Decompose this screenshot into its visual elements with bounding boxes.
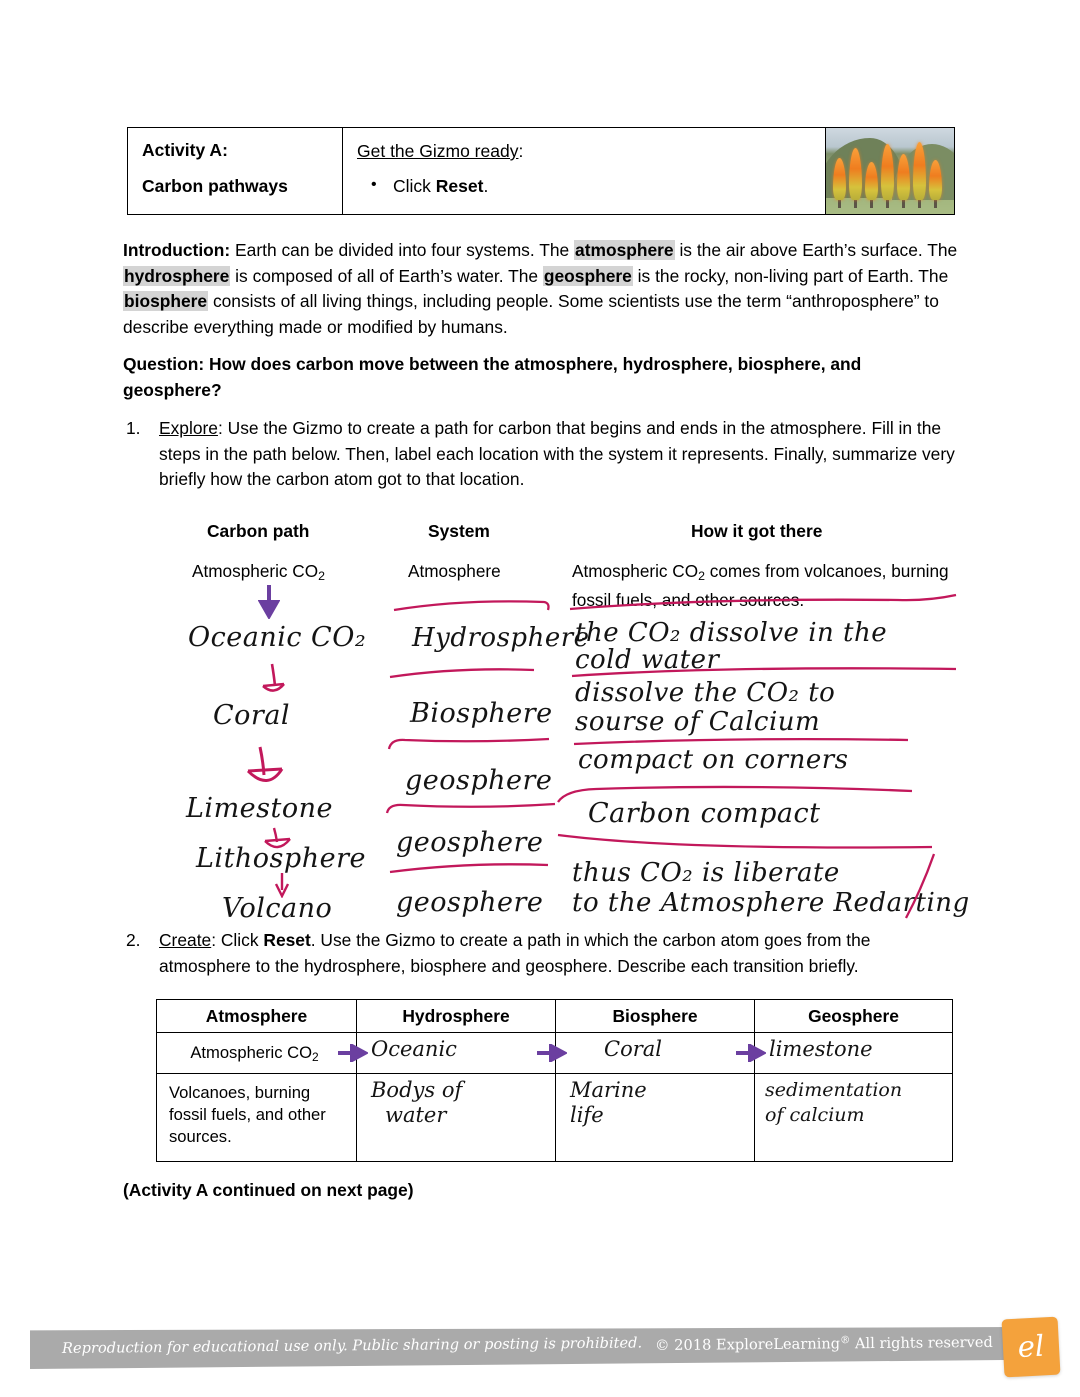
item-1-body: : Use the Gizmo to create a path for carbon that begins and ends in the atmosphere. Fill in the steps in the path below. Then, label each location with the system it represents. Finally, summarize very briefly how the carbon atom got to that location. [159,418,955,489]
logo-text: el [1016,1328,1046,1364]
pink-underline-system-4 [388,858,553,876]
handwriting-carbon-path-1: Oceanic CO₂ [188,622,367,653]
bullet-text-post: . [483,176,489,196]
column-header-system: System [428,521,490,541]
handwriting-life: life [570,1103,604,1127]
handwriting-how-1b: cold water [575,645,720,675]
registered-trademark-icon: ® [840,1335,851,1347]
item-2-body-b: . Use the Gizmo to create a path in which the carbon atom goes from the atmosphere to the hydrosphere, biosphere and geosphere. Describe each transition briefly. [159,930,871,976]
get-gizmo-ready-heading [357,141,815,162]
item-2-number: 2. [126,930,141,950]
systems-header-geosphere: Geosphere [755,1000,953,1033]
atmosphere-sources-text: Volcanoes, burning fossil fuels, and other sources. [169,1083,326,1146]
item-2-body-a: : Click [211,930,264,950]
cell-atmosphere-sources [157,1074,357,1162]
explorelearning-logo [1002,1317,1061,1378]
handwriting-how-4: Carbon compact [588,798,821,829]
activity-header-table [127,127,955,215]
activity-instructions-cell [343,128,826,215]
pink-underline-how-1 [570,664,960,680]
how-row1-text-a: Atmospheric CO [572,561,699,581]
term-atmosphere: atmosphere [575,240,674,260]
cell-atmosphere-co2 [157,1033,357,1074]
activity-image-cell [826,128,955,215]
how-row1-text-b: comes from volcanoes, [704,561,887,581]
atmospheric-co2-subscript: 2 [312,1049,319,1064]
handwriting-water: water [385,1103,447,1127]
handwriting-system-4: geosphere [396,827,544,858]
create-label: Create [159,930,212,950]
systems-table-header-row [157,1000,953,1033]
handwriting-sedimentation: sedimentation [765,1079,903,1101]
footer-rights-text: All rights reserved [850,1333,993,1353]
instruction-bullet-click-reset [393,176,815,197]
footer-copyright-text: © 2018 ExploreLearning [654,1335,841,1355]
handwriting-carbon-path-5: Volcano [222,893,333,924]
handwriting-coral: Coral [604,1037,662,1061]
handwriting-bodys-of: Bodys of [371,1078,463,1102]
systems-header-atmosphere: Atmosphere [157,1000,357,1033]
pink-underline-how-3 [556,782,916,804]
handwriting-how-2b: sourse of Calcium [575,707,821,737]
introduction-paragraph [123,238,961,340]
handwriting-how-5a: thus CO₂ is liberate [572,858,840,888]
cell-biosphere-note [556,1074,755,1162]
activity-label: Activity A: [142,140,228,160]
handwriting-carbon-path-4: Lithosphere [196,843,366,874]
intro-text-2: is the air above Earth’s surface. The [674,240,958,260]
reset-keyword: Reset [435,176,484,196]
reset-keyword-2: Reset [263,930,311,950]
handwriting-of-calcium: of calcium [765,1104,865,1126]
pink-underline-how-4 [556,830,936,852]
get-gizmo-ready-colon: : [518,141,524,161]
handwriting-carbon-path-2: Coral [213,700,291,731]
item-1-text [159,416,964,493]
handwriting-carbon-path-3: Limestone [186,793,333,824]
carbon-path-row1-printed [192,559,325,588]
pink-underline-system-2 [385,735,555,753]
get-gizmo-ready-underline: Get the Gizmo ready [357,141,519,161]
list-item-2 [126,928,964,979]
cell-hydrosphere-oceanic [357,1033,556,1074]
footer-reproduction-notice: Reproduction for educational use only. Public sharing or posting is prohibited. [61,1334,643,1357]
how-co2-subscript: 2 [698,569,705,584]
handwriting-how-1a: the CO₂ dissolve in the [575,618,888,648]
handwriting-how-3: compact on corners [578,745,849,775]
item-2-text [159,928,964,979]
co2-subscript: 2 [318,569,325,584]
pink-underline-system-3 [385,800,560,818]
cell-geosphere-note [755,1074,953,1162]
handwriting-oceanic: Oceanic [371,1037,457,1061]
systems-header-biosphere: Biosphere [556,1000,755,1033]
handwriting-how-2a: dissolve the CO₂ to [575,678,836,708]
question-paragraph: Question: How does carbon move between the atmosphere, hydrosphere, biosphere, and geosphere? [123,354,862,400]
cell-biosphere-coral [556,1033,755,1074]
activity-title-cell [128,128,343,215]
handwriting-limestone: limestone [769,1037,873,1061]
hand-arrow-down-icon-1 [258,662,294,706]
intro-text-5: consists of all living things, including people. Some scientists use the term “anthroposphere” to describe everything made or modified by humans. [123,291,939,337]
hand-arrow-down-icon-3 [262,827,302,857]
introduction-label: Introduction: [123,240,231,260]
continued-note: (Activity A continued on next page) [123,1180,414,1200]
systems-transition-table [156,999,953,1162]
burning-forest-photo [826,128,954,214]
pink-underline-how-0 [568,592,960,612]
handwriting-how-5b: to the Atmosphere Redarting [572,888,970,918]
cell-hydrosphere-note [357,1074,556,1162]
item-1-number: 1. [126,418,141,438]
carbon-path-row1-label: Atmospheric CO [192,561,319,581]
systems-table-row-1 [157,1033,953,1074]
footer-copyright [655,1334,993,1354]
pink-underline-system-1 [388,665,538,681]
arrow-down-icon [258,585,280,619]
intro-text-3: is composed of all of Earth’s water. The [230,265,543,286]
pink-underline-how-2 [572,734,912,750]
intro-text-4: is the rocky, non-living part of Earth. The [632,265,949,286]
how-row1-line2: burning fossil fuels, and other sources. [572,561,949,611]
atmospheric-co2-label: Atmospheric CO [190,1043,313,1062]
handwriting-system-1: Hydrosphere [412,623,590,653]
activity-subtitle: Carbon pathways [142,175,288,196]
handwriting-system-2: Biosphere [410,698,553,729]
hand-arrow-down-icon-4 [273,872,291,898]
system-row1-printed: Atmosphere [408,561,501,581]
term-hydrosphere: hydrosphere [124,265,230,286]
handwriting-marine: Marine [570,1078,647,1102]
term-biosphere: biosphere [124,291,208,311]
intro-text-1: Earth can be divided into four systems. The [230,240,575,260]
explore-label: Explore [159,418,218,438]
list-item-1 [126,416,964,493]
cell-geosphere-limestone [755,1033,953,1074]
pink-underline-system-0 [392,596,552,614]
pink-stroke-tail [900,852,946,922]
column-header-carbon-path: Carbon path [207,521,310,541]
systems-header-hydrosphere: Hydrosphere [357,1000,556,1033]
handwriting-system-5: geosphere [396,887,544,918]
column-header-how-it-got-there: How it got there [691,521,823,541]
systems-table-row-2 [157,1074,953,1162]
bullet-text-pre: Click [393,176,436,196]
term-geosphere: geosphere [543,265,632,286]
handwriting-system-3: geosphere [405,765,553,796]
hand-arrow-down-icon-2 [246,745,296,797]
